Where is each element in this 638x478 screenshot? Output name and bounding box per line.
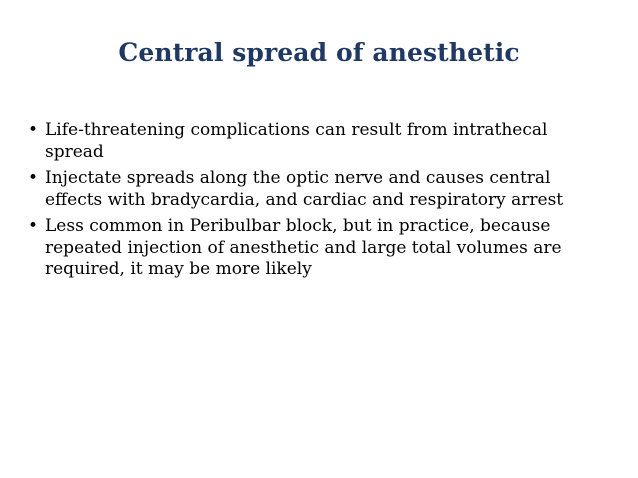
bullet-text: Injectate spreads along the optic nerve and causes central effects with bradycardia, and cardiac and respiratory arrest <box>45 168 564 210</box>
bullet-marker: • <box>28 168 39 188</box>
bullet-item <box>28 120 608 163</box>
bullet-text: Life-threatening complications can result from intrathecal spread <box>45 120 548 162</box>
bullet-item <box>28 216 608 281</box>
bullet-marker: • <box>28 120 39 140</box>
bullet-text: Less common in Peribulbar block, but in practice, because repeated injection of anesthetic and large total volumes are required, it may be more likely <box>45 216 562 279</box>
bullet-list <box>28 120 608 286</box>
bullet-marker: • <box>28 216 39 236</box>
slide-title: Central spread of anesthetic <box>118 38 520 67</box>
bullet-item <box>28 168 608 211</box>
